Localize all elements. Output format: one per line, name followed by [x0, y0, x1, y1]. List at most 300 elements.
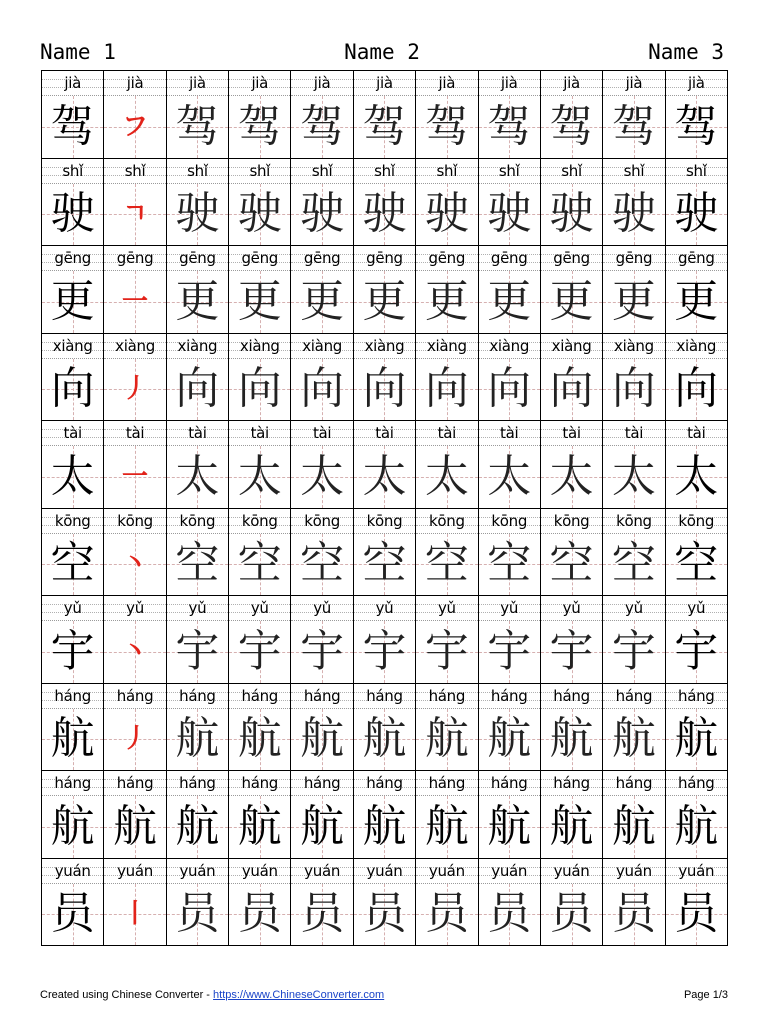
- character-box: [416, 884, 477, 946]
- pinyin-box: [354, 246, 415, 271]
- pinyin-text: yǔ: [562, 599, 581, 617]
- character-box: [42, 796, 103, 858]
- stroke-step-character: 空: [549, 538, 594, 590]
- grid-cell: [167, 509, 229, 597]
- character-box: [291, 446, 352, 508]
- pinyin-text: shǐ: [124, 161, 146, 180]
- pinyin-box: [541, 334, 602, 359]
- grid-row: [42, 159, 728, 247]
- pinyin-text: gēng: [241, 249, 279, 267]
- model-character: 航: [300, 800, 345, 852]
- grid-cell: [104, 684, 166, 772]
- pinyin-text: shǐ: [249, 161, 271, 180]
- pinyin-box: [541, 771, 602, 796]
- character-box: [291, 96, 352, 158]
- character-box: [603, 709, 664, 771]
- pinyin-text: xiàng: [177, 336, 218, 355]
- character-box: [104, 796, 165, 858]
- pinyin-text: jià: [438, 74, 456, 92]
- stroke-step-character: 向: [300, 363, 345, 415]
- pinyin-box: [229, 859, 290, 884]
- pinyin-box: [416, 71, 477, 96]
- model-character: 空: [50, 538, 95, 590]
- pinyin-box: [291, 684, 352, 709]
- stroke-step-character: 空: [300, 538, 345, 590]
- stroke-step-character: 空: [237, 538, 282, 590]
- stroke-step-character: 空: [175, 538, 220, 590]
- model-character: 员: [674, 888, 719, 940]
- pinyin-box: [666, 509, 727, 534]
- model-character: 航: [113, 800, 158, 852]
- grid-cell: [229, 509, 291, 597]
- grid-cell: [291, 159, 353, 247]
- pinyin-text: háng: [303, 686, 341, 705]
- pinyin-text: kōng: [54, 511, 91, 530]
- pinyin-text: háng: [490, 686, 528, 705]
- grid-cell: [42, 596, 104, 684]
- stroke-step-character: 航: [300, 713, 345, 765]
- pinyin-box: [416, 334, 477, 359]
- pinyin-text: tài: [188, 424, 207, 442]
- pinyin-text: háng: [54, 686, 91, 705]
- pinyin-box: [666, 684, 727, 709]
- pinyin-text: yǔ: [126, 599, 144, 617]
- pinyin-box: [42, 684, 103, 709]
- pinyin-box: [42, 421, 103, 446]
- pinyin-box: [291, 421, 352, 446]
- pinyin-text: yuán: [615, 861, 652, 880]
- pinyin-box: [104, 859, 165, 884]
- character-box: [541, 709, 602, 771]
- character-box: [167, 621, 228, 683]
- character-box: [416, 359, 477, 421]
- pinyin-text: gēng: [615, 249, 653, 267]
- grid-row: [42, 71, 728, 159]
- pinyin-box: [479, 596, 540, 621]
- character-box: [479, 709, 540, 771]
- grid-cell: [416, 509, 478, 597]
- name-2-label: Name 2: [344, 40, 420, 64]
- stroke-step-character: 航: [237, 713, 282, 765]
- pinyin-text: kōng: [117, 511, 153, 530]
- model-character: 航: [611, 800, 656, 852]
- pinyin-text: háng: [615, 686, 653, 705]
- stroke-step-character: 驶: [424, 188, 469, 240]
- grid-row: [42, 859, 728, 947]
- stroke-step-character: 更: [549, 275, 594, 327]
- stroke-step-character: 宇: [362, 625, 407, 677]
- pinyin-text: yuán: [241, 861, 278, 880]
- pinyin-box: [167, 246, 228, 271]
- character-box: [541, 271, 602, 333]
- pinyin-box: [42, 509, 103, 534]
- grid-row: [42, 596, 728, 684]
- grid-row: [42, 421, 728, 509]
- character-box: [541, 184, 602, 246]
- pinyin-text: háng: [241, 686, 279, 705]
- stroke-step-character: 太: [362, 450, 407, 502]
- grid-cell: [354, 859, 416, 947]
- pinyin-text: shǐ: [685, 161, 707, 180]
- pinyin-text: kōng: [616, 511, 652, 530]
- pinyin-box: [666, 421, 727, 446]
- pinyin-text: shǐ: [62, 161, 83, 180]
- pinyin-box: [666, 71, 727, 96]
- character-box: [479, 271, 540, 333]
- pinyin-box: [167, 159, 228, 184]
- pinyin-box: [541, 859, 602, 884]
- pinyin-text: yǔ: [188, 599, 207, 617]
- grid-cell: [354, 509, 416, 597]
- stroke-step-character: 向: [175, 363, 220, 415]
- stroke-step-character: 更: [237, 275, 282, 327]
- stroke-step-character: 宇: [487, 625, 532, 677]
- grid-cell: [416, 596, 478, 684]
- stroke-step-character: 驾: [175, 100, 220, 152]
- grid-cell: [479, 246, 541, 334]
- grid-cell: [167, 596, 229, 684]
- stroke-step-character: 向: [611, 363, 656, 415]
- stroke-step-character: 驾: [549, 100, 594, 152]
- pinyin-text: yǔ: [625, 599, 643, 617]
- pinyin-text: gēng: [54, 249, 91, 267]
- pinyin-text: jià: [500, 74, 518, 92]
- pinyin-text: háng: [303, 774, 341, 792]
- character-box: [666, 184, 727, 246]
- pinyin-text: kōng: [678, 511, 715, 530]
- pinyin-box: [104, 71, 165, 96]
- pinyin-text: tài: [437, 424, 456, 442]
- stroke-step-character: 更: [424, 275, 469, 327]
- character-box: [354, 534, 415, 596]
- character-box: [603, 446, 664, 508]
- grid-cell: [416, 334, 478, 422]
- pinyin-box: [354, 859, 415, 884]
- pinyin-text: yǔ: [437, 599, 456, 617]
- first-stroke-mark: 丨: [122, 899, 149, 930]
- grid-cell: [291, 771, 353, 859]
- model-character: 太: [50, 450, 95, 502]
- grid-cell: [42, 71, 104, 159]
- pinyin-text: xiàng: [302, 336, 342, 355]
- grid-cell: [291, 421, 353, 509]
- stroke-step-character: 员: [300, 888, 345, 940]
- model-character: 更: [50, 275, 95, 327]
- grid-cell: [541, 159, 603, 247]
- character-box: [354, 621, 415, 683]
- pinyin-text: jià: [189, 74, 206, 92]
- pinyin-box: [666, 859, 727, 884]
- pinyin-box: [479, 684, 540, 709]
- pinyin-box: [666, 596, 727, 621]
- grid-cell: [666, 421, 728, 509]
- first-stroke-mark: 一: [122, 286, 149, 317]
- pinyin-box: [354, 771, 415, 796]
- pinyin-text: gēng: [303, 249, 341, 267]
- grid-cell: [541, 421, 603, 509]
- pinyin-box: [167, 71, 228, 96]
- pinyin-text: háng: [553, 774, 590, 792]
- pinyin-text: xiàng: [489, 336, 530, 355]
- pinyin-text: gēng: [366, 249, 403, 267]
- model-character: 太: [674, 450, 719, 502]
- pinyin-box: [603, 509, 664, 534]
- pinyin-text: gēng: [553, 249, 590, 267]
- stroke-step-character: 空: [424, 538, 469, 590]
- grid-cell: [104, 71, 166, 159]
- pinyin-text: kōng: [428, 511, 465, 530]
- character-box: [416, 796, 477, 858]
- character-box: [42, 96, 103, 158]
- grid-cell: [229, 596, 291, 684]
- pinyin-box: [479, 246, 540, 271]
- pinyin-text: yuán: [678, 861, 715, 880]
- grid-cell: [416, 421, 478, 509]
- stroke-step-character: 驶: [237, 188, 282, 240]
- model-character: 向: [50, 363, 95, 415]
- character-box: [104, 446, 165, 508]
- pinyin-box: [291, 509, 352, 534]
- grid-cell: [666, 509, 728, 597]
- pinyin-text: yuán: [491, 861, 528, 880]
- character-box: [666, 271, 727, 333]
- pinyin-text: gēng: [116, 249, 154, 267]
- model-character: 航: [487, 800, 532, 852]
- character-box: [229, 884, 290, 946]
- grid-cell: [416, 246, 478, 334]
- character-box: [229, 709, 290, 771]
- pinyin-box: [104, 509, 165, 534]
- character-box: [104, 621, 165, 683]
- pinyin-text: kōng: [304, 511, 340, 530]
- model-character: 航: [549, 800, 594, 852]
- pinyin-text: yǔ: [500, 599, 519, 617]
- pinyin-text: yuán: [304, 861, 341, 880]
- stroke-step-character: 员: [237, 888, 282, 940]
- grid-cell: [541, 859, 603, 947]
- character-box: [104, 884, 165, 946]
- grid-cell: [104, 859, 166, 947]
- pinyin-box: [354, 684, 415, 709]
- pinyin-box: [42, 859, 103, 884]
- name-3-label: Name 3: [648, 40, 724, 64]
- character-box: [603, 359, 664, 421]
- page-number: Page 1/3: [683, 989, 728, 1001]
- stroke-step-character: 员: [424, 888, 469, 940]
- pinyin-box: [229, 509, 290, 534]
- pinyin-box: [167, 596, 228, 621]
- pinyin-text: jià: [64, 74, 81, 92]
- stroke-step-character: 更: [611, 275, 656, 327]
- pinyin-box: [229, 596, 290, 621]
- pinyin-box: [229, 159, 290, 184]
- first-stroke-mark: 丶: [122, 549, 149, 580]
- grid-cell: [416, 771, 478, 859]
- stroke-step-character: 航: [362, 713, 407, 765]
- character-box: [229, 96, 290, 158]
- grid-cell: [541, 246, 603, 334]
- stroke-step-character: 驾: [487, 100, 532, 152]
- pinyin-text: yuán: [54, 861, 91, 880]
- grid-cell: [167, 334, 229, 422]
- pinyin-box: [416, 859, 477, 884]
- pinyin-text: xiàng: [551, 336, 592, 355]
- character-box: [479, 96, 540, 158]
- pinyin-text: xiàng: [52, 336, 93, 355]
- grid-cell: [479, 334, 541, 422]
- pinyin-box: [354, 71, 415, 96]
- character-box: [603, 884, 664, 946]
- pinyin-box: [291, 159, 352, 184]
- pinyin-text: háng: [553, 686, 590, 705]
- pinyin-text: shǐ: [187, 161, 208, 180]
- pinyin-box: [291, 71, 352, 96]
- character-box: [479, 534, 540, 596]
- grid-cell: [479, 859, 541, 947]
- character-box: [104, 709, 165, 771]
- character-box: [42, 884, 103, 946]
- grid-cell: [104, 159, 166, 247]
- pinyin-text: háng: [678, 774, 715, 792]
- pinyin-text: kōng: [491, 511, 528, 530]
- grid-cell: [603, 771, 665, 859]
- pinyin-text: háng: [179, 686, 216, 705]
- model-character: 更: [674, 275, 719, 327]
- pinyin-box: [479, 509, 540, 534]
- stroke-step-character: 驾: [237, 100, 282, 152]
- pinyin-box: [291, 771, 352, 796]
- footer-credit: [40, 987, 384, 1003]
- character-box: [354, 359, 415, 421]
- pinyin-box: [603, 334, 664, 359]
- stroke-step-character: 空: [611, 538, 656, 590]
- stroke-step-character: 向: [487, 363, 532, 415]
- pinyin-box: [104, 421, 165, 446]
- pinyin-text: yuán: [366, 861, 403, 880]
- stroke-step-character: 驾: [611, 100, 656, 152]
- pinyin-box: [479, 334, 540, 359]
- grid-cell: [42, 684, 104, 772]
- grid-cell: [229, 771, 291, 859]
- grid-cell: [354, 159, 416, 247]
- grid-cell: [167, 71, 229, 159]
- character-box: [541, 796, 602, 858]
- first-stroke-mark: 丶: [122, 636, 149, 667]
- character-box: [603, 534, 664, 596]
- model-character: 航: [674, 800, 719, 852]
- grid-cell: [541, 509, 603, 597]
- pinyin-text: háng: [54, 774, 91, 792]
- grid-cell: [416, 684, 478, 772]
- pinyin-box: [416, 509, 477, 534]
- grid-cell: [603, 859, 665, 947]
- pinyin-text: háng: [116, 774, 154, 792]
- grid-cell: [354, 71, 416, 159]
- grid-cell: [42, 334, 104, 422]
- character-box: [416, 271, 477, 333]
- stroke-step-character: 航: [175, 713, 220, 765]
- grid-cell: [479, 159, 541, 247]
- pinyin-box: [42, 159, 103, 184]
- pinyin-text: tài: [562, 424, 581, 442]
- pinyin-box: [541, 509, 602, 534]
- grid-cell: [229, 334, 291, 422]
- grid-cell: [666, 771, 728, 859]
- name-header: [40, 38, 724, 68]
- pinyin-box: [416, 596, 477, 621]
- stroke-step-character: 更: [300, 275, 345, 327]
- pinyin-box: [291, 859, 352, 884]
- character-box: [42, 184, 103, 246]
- model-character: 员: [50, 888, 95, 940]
- grid-cell: [603, 159, 665, 247]
- grid-cell: [291, 684, 353, 772]
- character-box: [167, 96, 228, 158]
- chinese-converter-link[interactable]: https://www.ChineseConverter.com: [213, 989, 385, 1001]
- character-box: [104, 271, 165, 333]
- pinyin-box: [541, 71, 602, 96]
- model-character: 驶: [50, 188, 95, 240]
- pinyin-box: [479, 859, 540, 884]
- stroke-step-character: 航: [424, 713, 469, 765]
- pinyin-box: [167, 771, 228, 796]
- pinyin-box: [104, 596, 165, 621]
- grid-cell: [479, 684, 541, 772]
- pinyin-box: [167, 421, 228, 446]
- pinyin-text: háng: [179, 774, 216, 792]
- pinyin-box: [42, 771, 103, 796]
- character-box: [291, 884, 352, 946]
- stroke-step-character: 更: [487, 275, 532, 327]
- character-box: [167, 359, 228, 421]
- pinyin-text: yuán: [553, 861, 590, 880]
- stroke-step-character: 太: [611, 450, 656, 502]
- character-box: [229, 534, 290, 596]
- pinyin-box: [42, 246, 103, 271]
- grid-cell: [354, 334, 416, 422]
- stroke-step-character: 太: [424, 450, 469, 502]
- character-box: [416, 534, 477, 596]
- character-box: [603, 96, 664, 158]
- character-box: [291, 184, 352, 246]
- character-box: [603, 621, 664, 683]
- pinyin-text: kōng: [241, 511, 278, 530]
- pinyin-text: gēng: [179, 249, 216, 267]
- grid-cell: [291, 246, 353, 334]
- pinyin-box: [167, 334, 228, 359]
- pinyin-box: [229, 684, 290, 709]
- character-box: [229, 184, 290, 246]
- character-box: [416, 621, 477, 683]
- first-stroke-mark: 一: [122, 461, 149, 492]
- stroke-step-character: 太: [549, 450, 594, 502]
- pinyin-box: [416, 159, 477, 184]
- model-character: 宇: [674, 625, 719, 677]
- pinyin-box: [104, 684, 165, 709]
- first-stroke-mark: 丿: [122, 724, 149, 755]
- character-box: [229, 621, 290, 683]
- pinyin-text: tài: [63, 424, 82, 442]
- stroke-step-character: 宇: [300, 625, 345, 677]
- model-character: 驶: [674, 188, 719, 240]
- pinyin-box: [603, 71, 664, 96]
- stroke-step-character: 空: [487, 538, 532, 590]
- pinyin-text: háng: [116, 686, 154, 705]
- stroke-step-character: 员: [362, 888, 407, 940]
- character-box: [603, 184, 664, 246]
- character-box: [167, 271, 228, 333]
- grid-cell: [42, 421, 104, 509]
